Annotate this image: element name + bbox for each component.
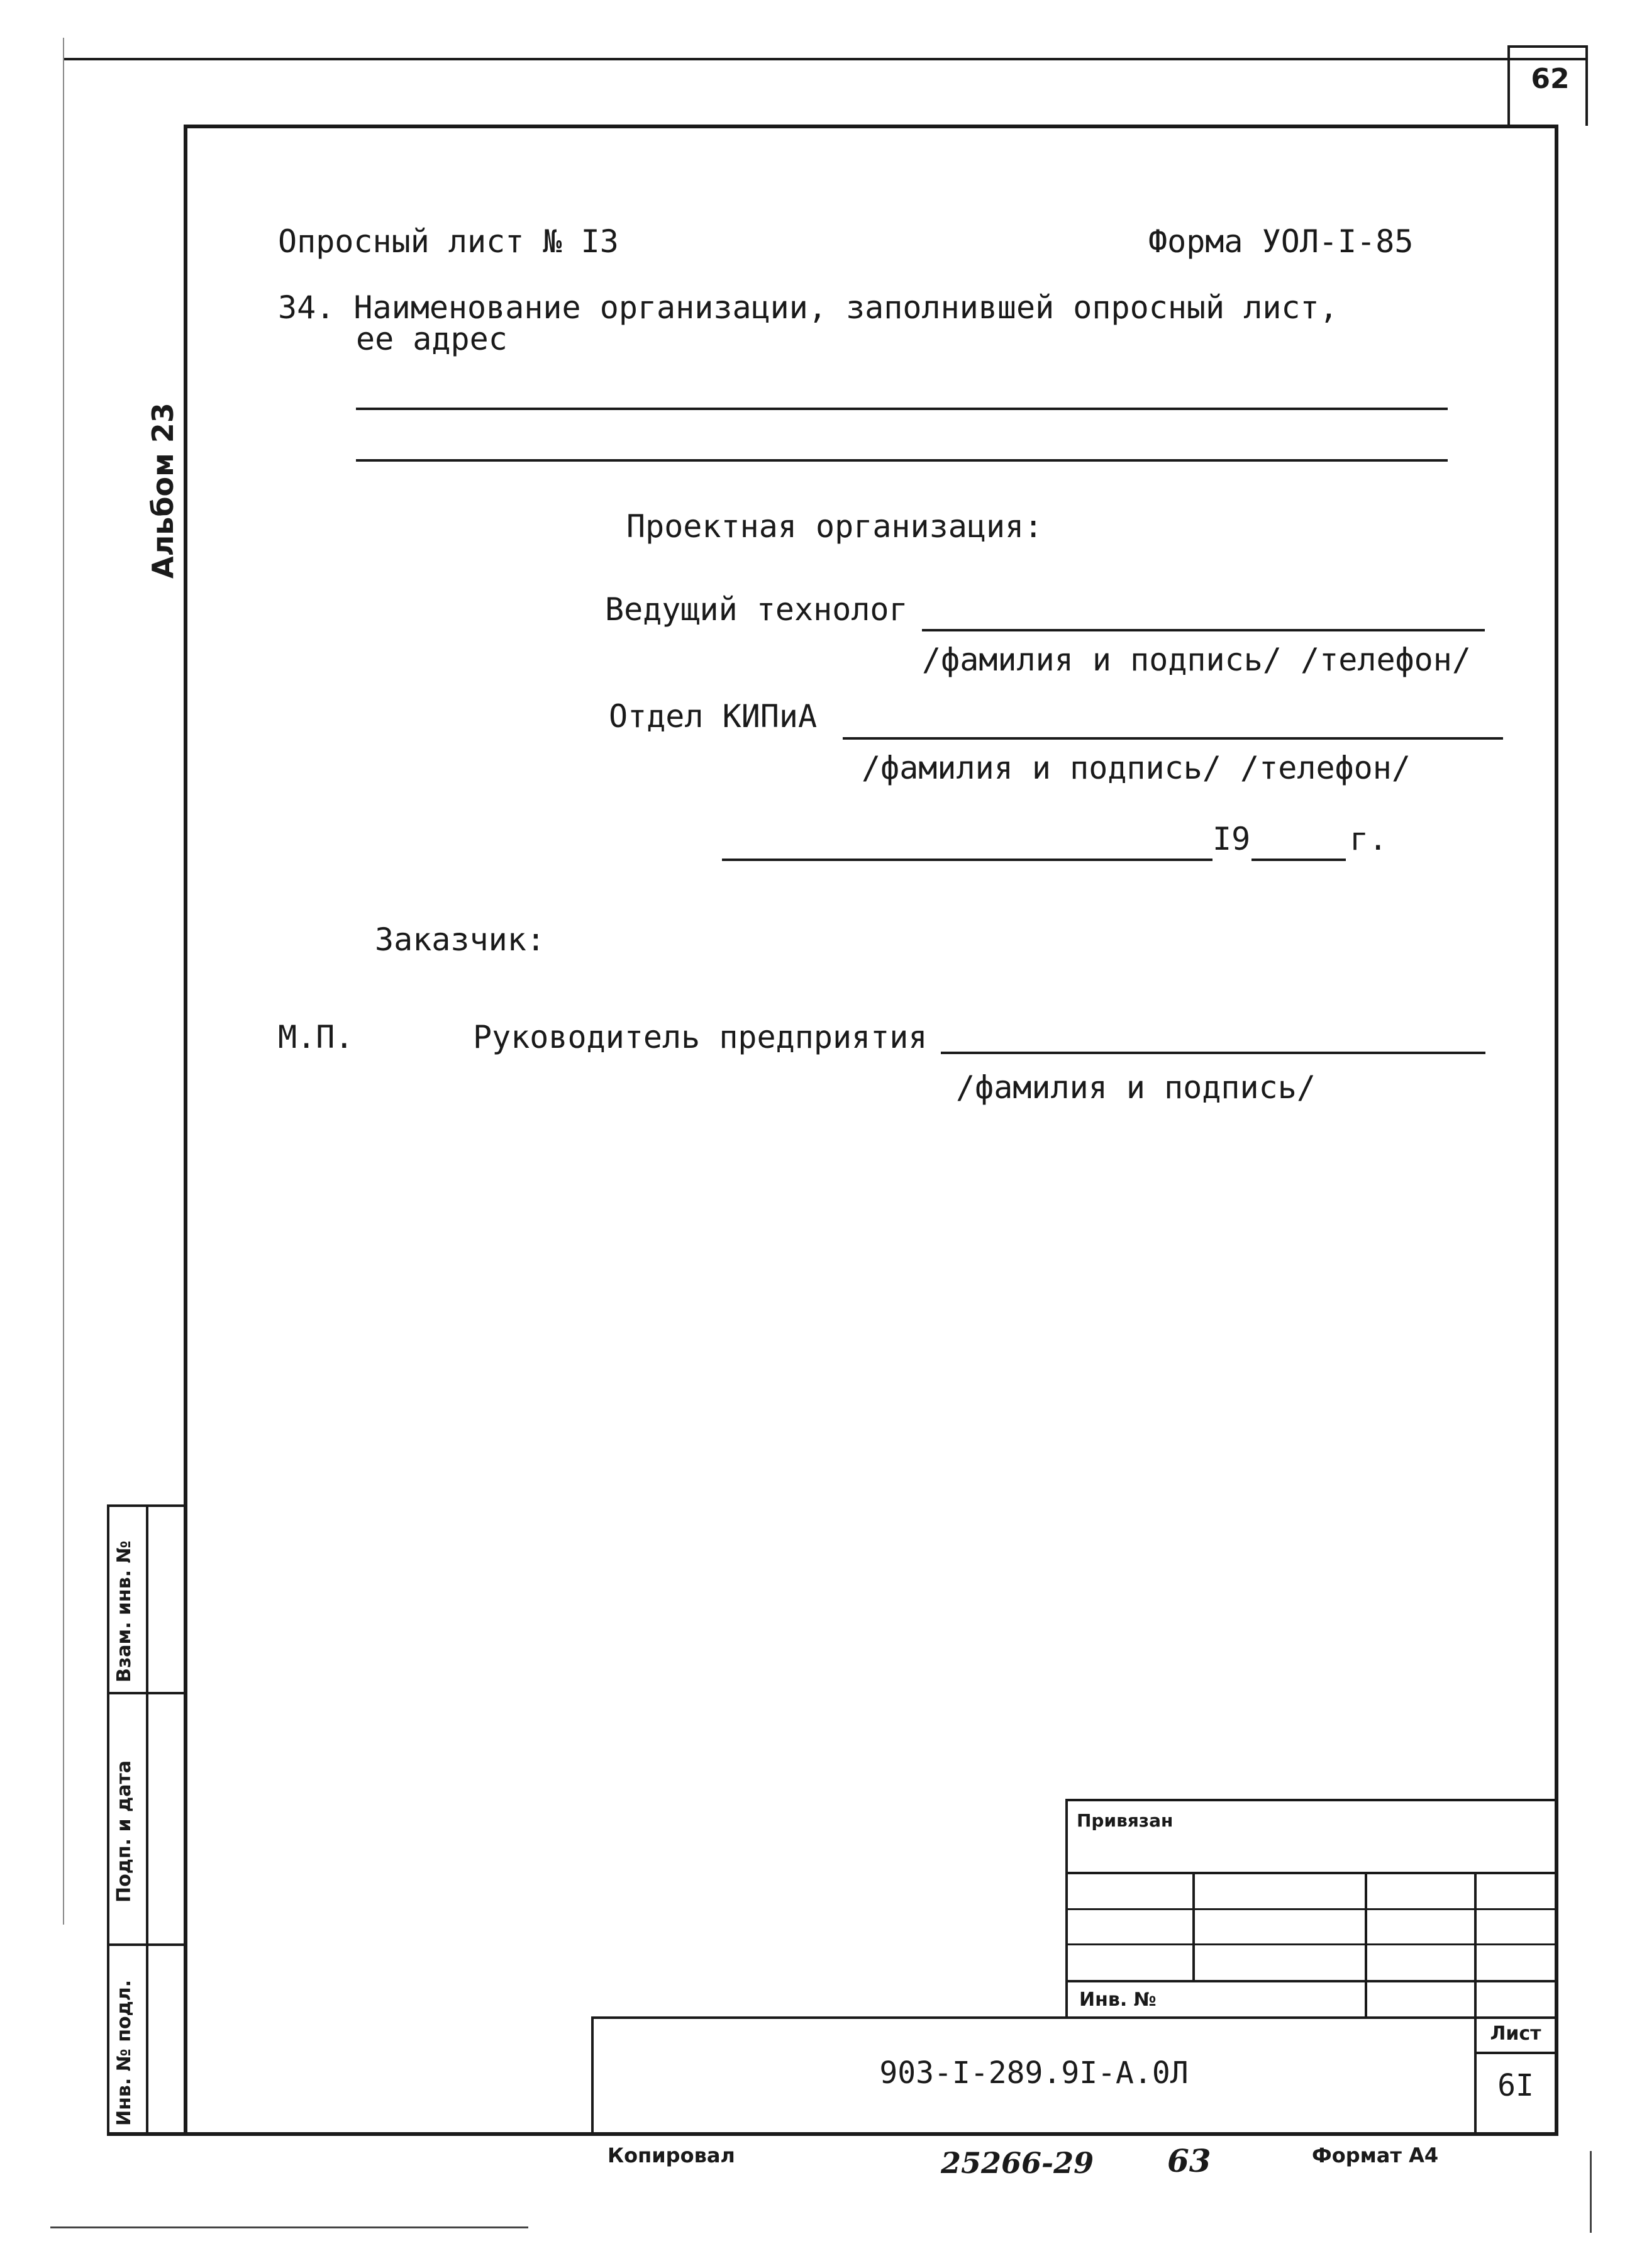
kip-dept-caption: /фамилия и подпись/ /телефон/: [862, 750, 1411, 786]
side-stamp-mid: [146, 1504, 148, 2135]
stamp-label: М.П.: [278, 1019, 354, 1055]
address-line-2: [356, 459, 1448, 462]
frame-top-line: [63, 58, 1588, 60]
tb-row2: [1065, 1908, 1558, 1910]
frame-right: [1555, 125, 1558, 2136]
tb-row1: [1065, 1872, 1558, 1874]
frame-bottom: [107, 2132, 1558, 2136]
pagenum-box-right: [1585, 45, 1588, 126]
privyazan-label: Привязан: [1077, 1810, 1174, 1831]
address-line-1: [356, 408, 1448, 410]
page-number: 62: [1531, 63, 1570, 95]
side-stamp-div1: [107, 1692, 186, 1694]
frame-inner-top: [184, 125, 1558, 128]
pagenum-box-left: [1507, 45, 1510, 126]
handwritten-code: 25266-29: [941, 2146, 1094, 2180]
year-prefix: I9: [1212, 821, 1251, 857]
item34-line1: 34. Наименование организации, заполнившей опросный лист,: [278, 289, 1338, 326]
format-label: Формат А4: [1312, 2143, 1439, 2167]
side-stamp-top: [107, 1504, 186, 1507]
sheet-label: Лист: [1490, 2023, 1541, 2045]
tb-row3: [1065, 1943, 1558, 1945]
year-line: [1251, 859, 1346, 861]
date-line: [722, 859, 1212, 861]
form-code: Форма УОЛ-I-85: [1148, 223, 1414, 260]
director-caption: /фамилия и подпись/: [956, 1069, 1316, 1106]
kip-dept-label: Отдел КИПиА: [609, 698, 818, 735]
director-signature-line: [941, 1052, 1485, 1054]
design-org-heading: Проектная организация:: [626, 508, 1043, 545]
tb-col2: [1365, 1872, 1367, 2016]
lead-technologist-caption: /фамилия и подпись/ /телефон/: [922, 642, 1471, 678]
right-scan-line: [1590, 2151, 1592, 2233]
tb-row4: [1065, 1980, 1558, 1982]
frame-left: [184, 125, 187, 2136]
year-suffix: г.: [1350, 821, 1388, 857]
item34-line2: ее адрес: [356, 321, 508, 357]
document-code: 903-I-289.9I-А.0Л: [879, 2055, 1189, 2091]
questionnaire-number: Опросный лист № I3: [278, 223, 619, 260]
album-label: Альбом 23: [146, 403, 180, 579]
privyazan-left: [1065, 1799, 1068, 2016]
tb-col3: [1474, 1872, 1477, 2016]
vzam-inv-label: Взам. инв. №: [113, 1540, 135, 1682]
privyazan-top: [1065, 1799, 1558, 1801]
handwritten-number: 63: [1167, 2142, 1211, 2179]
inv-podl-label: Инв. № подл.: [113, 1979, 135, 2126]
side-stamp-div2: [107, 1943, 186, 1946]
left-scan-edge: [63, 38, 64, 1925]
copied-label: Копировал: [608, 2143, 735, 2167]
lead-technologist-label: Ведущий технолог: [605, 591, 908, 628]
doc-block-top: [591, 2016, 1558, 2019]
pagenum-box-top: [1507, 45, 1588, 48]
side-stamp-left: [107, 1504, 109, 2135]
kip-dept-signature-line: [843, 737, 1503, 740]
podp-data-label: Подп. и дата: [113, 1760, 135, 1903]
sheet-box-div: [1474, 2052, 1558, 2054]
customer-heading: Заказчик:: [375, 921, 545, 958]
inv-no-label: Инв. №: [1079, 1989, 1157, 2011]
tb-col1: [1192, 1872, 1195, 1981]
bottom-scan-line: [50, 2226, 528, 2228]
director-label: Руководитель предприятия: [473, 1019, 928, 1055]
sheet-number: 6I: [1497, 2068, 1534, 2103]
lead-technologist-signature-line: [922, 629, 1485, 631]
